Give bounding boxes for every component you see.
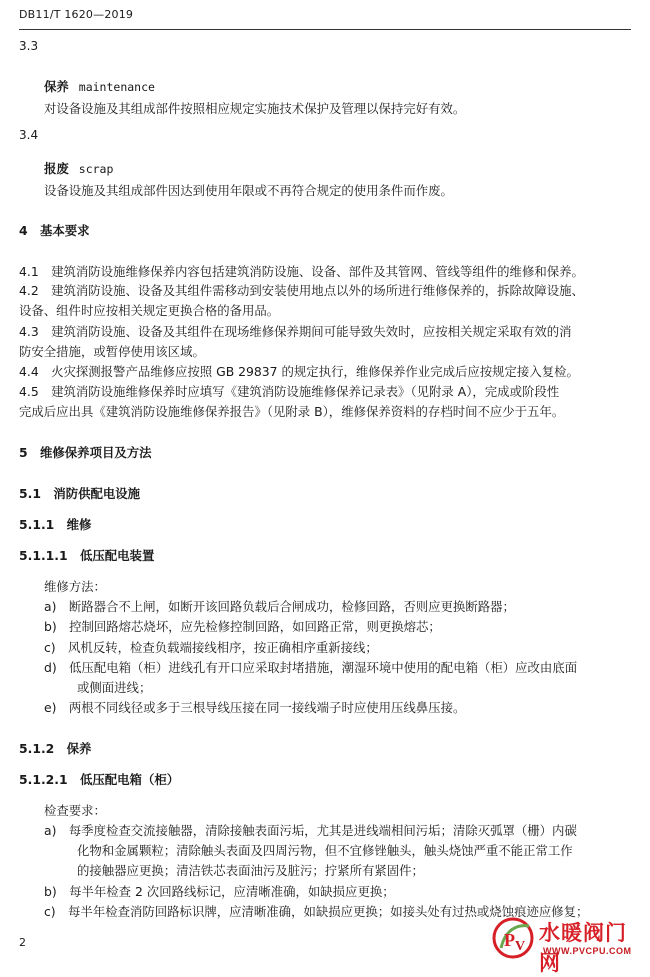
document-code: DB11/T 1620—2019 bbox=[19, 8, 134, 21]
line-text: b) 控制回路熔芯烧坏，应先检修控制回路，如回路正常，则更换熔芯； bbox=[44, 619, 441, 634]
line-text: 或侧面进线； bbox=[77, 680, 152, 695]
text-line bbox=[44, 698, 465, 716]
line-text: 5.1.2.1 低压配电箱（柜） bbox=[19, 772, 180, 787]
line-text: a) 断路器合不上闸，如断开该回路负载后合闸成功，检修回路，否则应更换断路器； bbox=[44, 599, 515, 614]
line-text: 设备设施及其组成部件因达到使用年限或不再符合规定的使用条件而作废。 bbox=[44, 183, 453, 198]
line-text: 设备、组件时应按相关规定更换合格的备用品。 bbox=[19, 303, 280, 318]
text-line bbox=[44, 597, 515, 615]
text-line bbox=[44, 821, 577, 839]
line-text: a) 每季度检查交流接触器，清除接触表面污垢，尤其是进线端相间污垢；清除灭弧罩（栅）内碳 bbox=[44, 823, 577, 838]
text-line bbox=[77, 841, 573, 859]
text-line bbox=[77, 861, 424, 879]
heading-line bbox=[19, 546, 154, 564]
text-line bbox=[44, 617, 441, 635]
term-english: scrap bbox=[78, 162, 114, 176]
line-text: 的接触器应更换；清洁铁芯表面油污及脏污；拧紧所有紧固件； bbox=[77, 863, 424, 878]
text-line bbox=[19, 342, 205, 360]
text-line bbox=[19, 362, 579, 380]
text-line bbox=[77, 678, 151, 696]
text-line bbox=[19, 402, 564, 420]
line-text: 完成后应出具《建筑消防设施维修保养报告》（见附录 B），维修保养资料的存档时间不应少于五年。 bbox=[19, 404, 565, 419]
line-text: b) 每半年检查 2 次回路线标记，应清晰准确，如缺损应更换； bbox=[44, 884, 395, 899]
line-text: 检查要求： bbox=[44, 803, 106, 818]
line-text: 化物和金属颗粒；清除触头表面及四周污物，但不宜修锉触头，触头烧蚀严重不能正常工作 bbox=[77, 843, 573, 858]
text-line bbox=[19, 301, 279, 319]
line-text: 对设备设施及其组成部件按照相应规定实施技术保护及管理以保持完好有效。 bbox=[44, 101, 466, 116]
header-rule bbox=[19, 29, 631, 30]
line-text: 5.1.1.1 低压配电装置 bbox=[19, 548, 155, 563]
line-text: 4.2 建筑消防设施、设备及其组件需移动到安装使用地点以外的场所进行维修保养的，拆除故障设施、 bbox=[19, 283, 584, 298]
line-text: 保养 bbox=[44, 79, 69, 94]
page-number: 2 bbox=[19, 936, 26, 949]
watermark bbox=[491, 916, 647, 975]
text-line bbox=[19, 322, 572, 340]
text-line bbox=[44, 638, 378, 656]
watermark-url: WWW.PVCPU.COM bbox=[543, 946, 632, 956]
heading-line bbox=[44, 77, 155, 95]
term-english: maintenance bbox=[78, 80, 155, 94]
heading-line bbox=[19, 39, 38, 53]
heading-line bbox=[19, 739, 91, 757]
heading-line bbox=[44, 159, 113, 177]
text-line bbox=[19, 281, 584, 299]
line-text: 4 基本要求 bbox=[19, 223, 90, 238]
line-text: c) 风机反转，检查负载端接线相序，按正确相序重新接线； bbox=[44, 640, 378, 655]
line-text: e) 两根不同线径或多于三根导线压接在同一接线端子时应使用压线鼻压接。 bbox=[44, 700, 466, 715]
text-line bbox=[44, 181, 453, 199]
text-line bbox=[44, 801, 106, 819]
pv-logo-icon bbox=[491, 916, 537, 960]
line-text: 5.1 消防供配电设施 bbox=[19, 486, 141, 501]
text-line bbox=[19, 382, 559, 400]
heading-line bbox=[19, 484, 140, 502]
line-text: 4.1 建筑消防设施维修保养内容包括建筑消防设施、设备、部件及其管网、管线等组件的维修和保养。 bbox=[19, 264, 584, 279]
line-text: d) 低压配电箱（柜）进线孔有开口应采取封堵措施，潮湿环境中使用的配电箱（柜）应改由底面 bbox=[44, 660, 578, 675]
line-text: 4.4 火灾探测报警产品维修应按照 GB 29837 的规定执行，维修保养作业完成后应按规定接入复检。 bbox=[19, 364, 579, 379]
line-text: 3.4 bbox=[19, 128, 39, 142]
text-line bbox=[44, 99, 465, 117]
watermark-title: 水暖阀门网 bbox=[539, 920, 627, 975]
heading-line bbox=[19, 515, 91, 533]
svg-text:V: V bbox=[515, 939, 526, 954]
text-line bbox=[44, 577, 106, 595]
line-text: c) 每半年检查消防回路标识牌，应清晰准确，如缺损应更换；如接头处有过热或烧蚀痕迹应修复； bbox=[44, 904, 589, 919]
line-text: 3.3 bbox=[19, 39, 39, 53]
heading-line bbox=[19, 221, 90, 239]
line-text: 4.3 建筑消防设施、设备及其组件在现场维修保养期间可能导致失效时，应按相关规定采取有效的消 bbox=[19, 324, 572, 339]
line-text: 维修方法： bbox=[44, 579, 106, 594]
line-text: 5 维修保养项目及方法 bbox=[19, 445, 152, 460]
line-text: 5.1.1 维修 bbox=[19, 517, 92, 532]
heading-line bbox=[19, 443, 152, 461]
line-text: 5.1.2 保养 bbox=[19, 741, 92, 756]
heading-line bbox=[19, 128, 38, 142]
text-line bbox=[19, 262, 584, 280]
line-text: 报废 bbox=[44, 161, 69, 176]
text-line bbox=[44, 882, 395, 900]
text-line bbox=[44, 658, 577, 676]
svg-text:P: P bbox=[504, 930, 515, 950]
heading-line bbox=[19, 770, 179, 788]
line-text: 4.5 建筑消防设施维修保养时应填写《建筑消防设施维修保养记录表》（见附录 A），完成或阶段性 bbox=[19, 384, 560, 399]
line-text: 防安全措施，或暂停使用该区域。 bbox=[19, 344, 205, 359]
